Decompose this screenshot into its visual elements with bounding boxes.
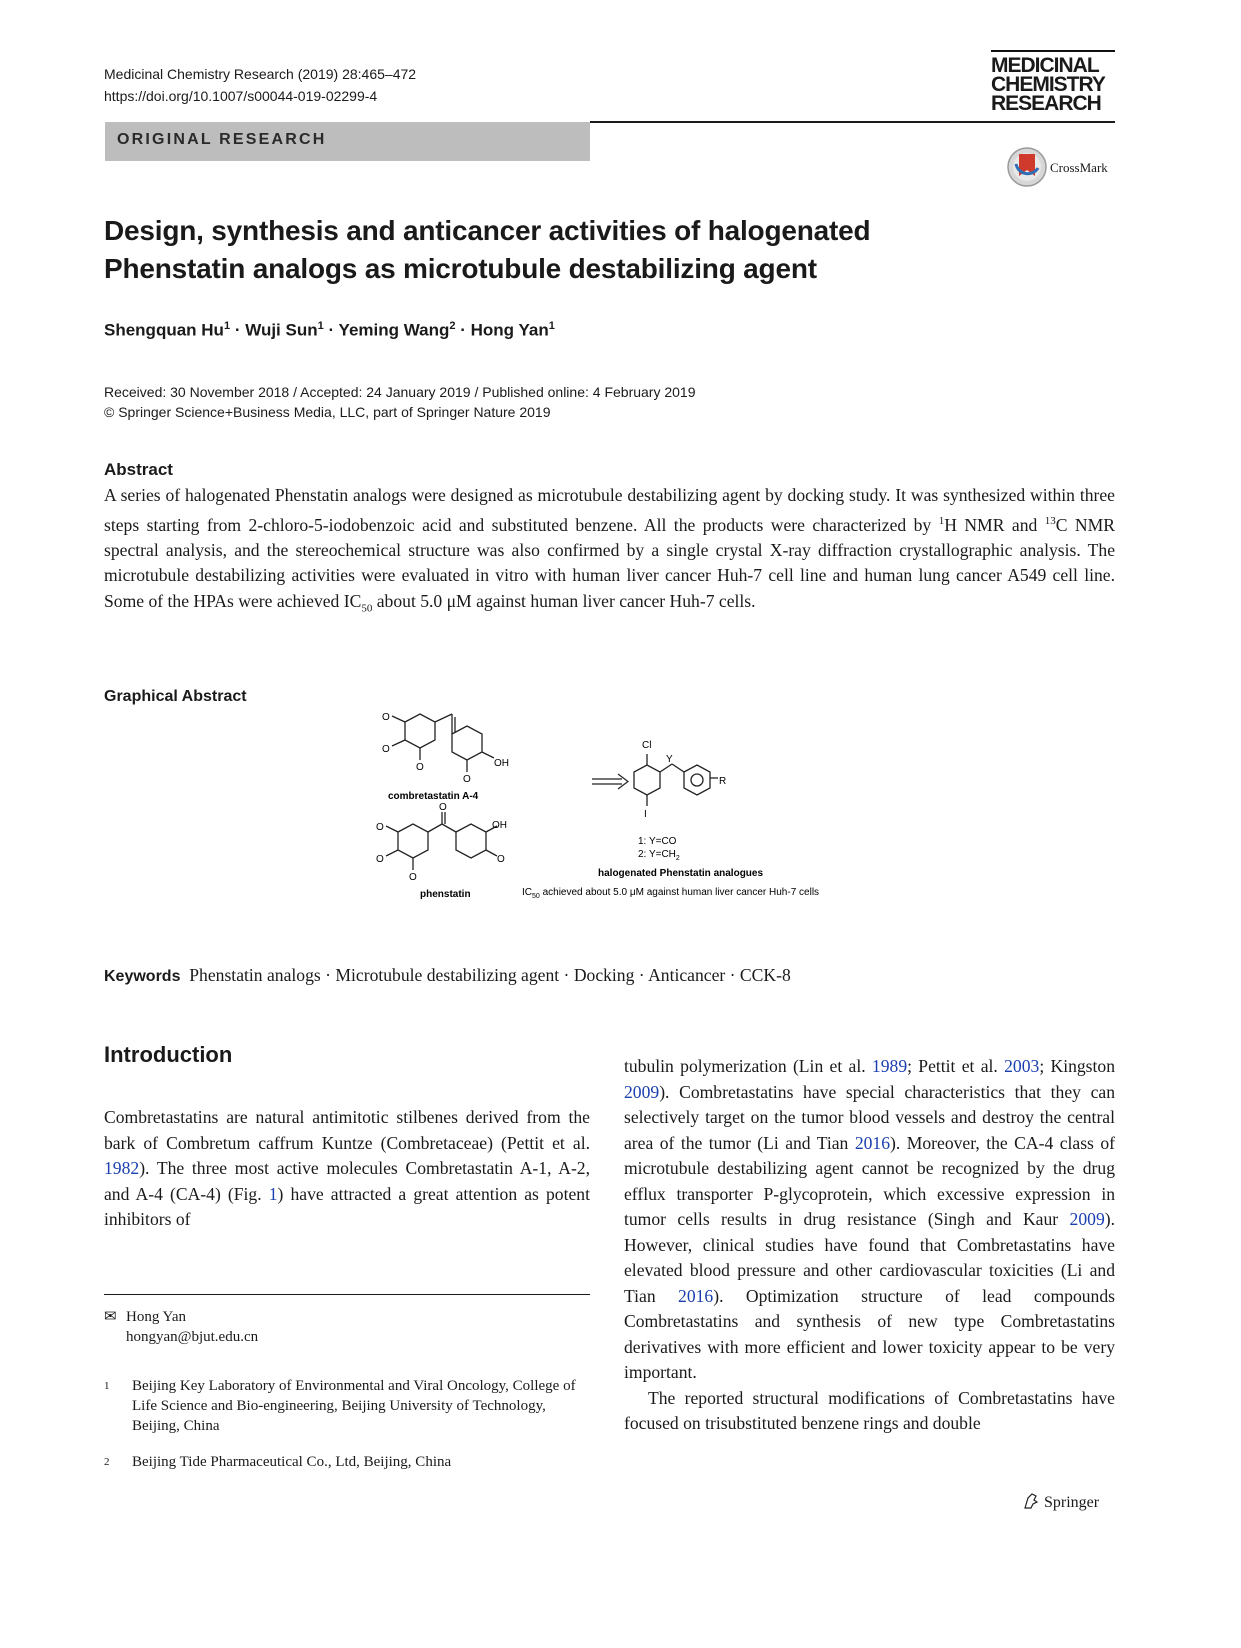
atom-label: O bbox=[463, 774, 471, 785]
halogenated-phenstatin-structure bbox=[634, 754, 718, 806]
atom-label: O bbox=[376, 822, 384, 833]
affiliation-2 bbox=[104, 1452, 590, 1476]
atom-label: Cl bbox=[642, 740, 652, 751]
text-segment: ) have attracted a great attention as potent inhibitors of bbox=[104, 1183, 590, 1229]
journal-logo bbox=[991, 50, 1115, 113]
section-band bbox=[105, 122, 590, 161]
article-title bbox=[104, 212, 1004, 288]
footnote-rule bbox=[104, 1294, 590, 1295]
author-name[interactable]: Yeming Wang bbox=[338, 320, 450, 340]
atom-label: OH bbox=[494, 758, 509, 769]
atom-label: O bbox=[376, 854, 384, 865]
atom-label: O bbox=[439, 802, 447, 813]
corresponding-author bbox=[104, 1307, 590, 1347]
intro-paragraph: The reported structural modifications of Combretastatins have focused on trisubstituted benzene rings and double bbox=[624, 1387, 1115, 1433]
keyword[interactable]: Microtubule destabilizing agent bbox=[335, 965, 560, 985]
header-rule bbox=[590, 121, 1115, 123]
contact-email[interactable]: hongyan@bjut.edu.cn bbox=[126, 1329, 259, 1345]
keyword[interactable]: Anticancer bbox=[648, 965, 726, 985]
atom-label: O bbox=[416, 762, 424, 773]
text-segment: ). The three most active molecules Combretastatin A-1, A-2, and A-4 (CA-4) (Fig. bbox=[104, 1158, 590, 1204]
abstract-segment: A series of halogenated Phenstatin analogs were designed as microtubule destabilizing agent by docking study. It was synthesized within three steps starting from 2-chloro-5-iodobenzoic acid and substituted benzene. All the products were characterized by bbox=[104, 485, 1115, 535]
atom-label: I bbox=[644, 809, 647, 820]
keywords-label: Keywords bbox=[104, 968, 181, 985]
superscript: 1 bbox=[938, 514, 945, 527]
title-line-1: Design, synthesis and anticancer activities of halogenated bbox=[104, 215, 871, 246]
publisher-name: Springer bbox=[1044, 1494, 1100, 1511]
arrow-icon bbox=[592, 774, 628, 789]
publisher-logo bbox=[1022, 1492, 1099, 1512]
copyright-line: © Springer Science+Business Media, LLC, part of Springer Nature 2019 bbox=[104, 404, 551, 420]
text-segment: tubulin polymerization (Lin et al. bbox=[624, 1056, 872, 1076]
author-separator: · bbox=[234, 320, 246, 340]
superscript: 13 bbox=[1044, 514, 1056, 527]
option-label: 2: $Y=CH_2$ bbox=[638, 849, 680, 862]
atom-label: O bbox=[382, 712, 390, 723]
text-segment: ). Combretastatins have special characteristics that they can selectively target on the tumor blood vessels and destroy the central area of the tumor (Li and Tian bbox=[624, 1081, 1115, 1153]
citation-link[interactable]: 2016 bbox=[854, 1132, 890, 1153]
intro-paragraph bbox=[624, 1054, 1115, 1386]
text-segment: ). Moreover, the CA-4 class of microtubule destabilizing agent cannot be recognized by the drug efflux transporter P-glycoprotein, which excessive expression in tumor cells results in drug resistance (Singh and Kaur bbox=[624, 1132, 1116, 1229]
abstract-heading: Abstract bbox=[104, 460, 173, 479]
section-label: ORIGINAL RESEARCH bbox=[117, 131, 327, 148]
atom-label: Y bbox=[666, 754, 673, 765]
crossmark-badge[interactable] bbox=[1006, 146, 1126, 188]
subscript: 50 bbox=[361, 602, 373, 615]
abstract-text bbox=[104, 483, 1115, 622]
atom-label: O bbox=[382, 744, 390, 755]
citation-link[interactable]: 1982 bbox=[104, 1158, 140, 1178]
logo-line-3: RESEARCH bbox=[991, 92, 1101, 115]
citation-link[interactable]: 1989 bbox=[871, 1056, 908, 1076]
abstract-segment: about 5.0 μM against human liver cancer Huh-7 cells. bbox=[372, 590, 756, 611]
figure-link[interactable]: 1 bbox=[268, 1183, 278, 1204]
author-affiliation: 1 bbox=[317, 320, 324, 332]
contact-name: Hong Yan bbox=[126, 1309, 187, 1325]
abstract-segment: C NMR spectral analysis, and the stereochemical structure was also confirmed by a single crystal X-ray diffraction crystallographic analysis. The microtubule destabilizing activities were evaluated in vitro with human liver cancer Huh-7 cell line and human lung cancer A549 cell line. Some of the HPAs were achieved IC bbox=[104, 514, 1116, 611]
keyword[interactable]: Phenstatin analogs bbox=[189, 965, 321, 985]
product-label: halogenated Phenstatin analogues bbox=[598, 868, 764, 879]
ic50-caption: $IC_{50}$ achieved about 5.0 μM against human liver cancer Huh-7 cells bbox=[522, 887, 820, 900]
author-affiliation: 1 bbox=[548, 320, 555, 332]
citation-link[interactable]: 2003 bbox=[1004, 1056, 1040, 1076]
logo-line-1: MEDICINAL bbox=[991, 54, 1099, 77]
text-segment: ). However, clinical studies have found that Combretastatins have elevated blood pressure and other cardiovascular toxicities (Li and Tian bbox=[624, 1209, 1115, 1306]
keyword[interactable]: CCK-8 bbox=[739, 965, 791, 985]
atom-label: OH bbox=[492, 820, 507, 831]
text-segment: Combretastatins are natural antimitotic stilbenes derived from the bark of Combretum caffrum Kuntze (Combretaceae) (Pettit et al. bbox=[104, 1107, 590, 1153]
crossmark-label: CrossMark bbox=[1050, 160, 1108, 175]
affiliation-text: Beijing Key Laboratory of Environmental and Viral Oncology, College of Life Science and Bio-engineering, Beijing University of Technology, Beijing, China bbox=[132, 1378, 576, 1434]
citation-link[interactable]: 2009 bbox=[1069, 1209, 1105, 1229]
atom-label: R bbox=[719, 776, 727, 787]
publication-dates bbox=[104, 382, 696, 422]
crossmark-icon bbox=[1006, 146, 1048, 188]
phenstatin-structure bbox=[386, 812, 497, 870]
logo-line-2: CHEMISTRY bbox=[991, 73, 1105, 96]
affiliation-number: 1 bbox=[104, 1380, 110, 1392]
intro-right-column bbox=[624, 1054, 1115, 1437]
citation-link[interactable]: 2009 bbox=[624, 1081, 660, 1102]
intro-left-column bbox=[104, 1105, 590, 1233]
option-label: 1: Y=CO bbox=[638, 836, 677, 847]
text-segment: ; Kingston bbox=[1039, 1056, 1116, 1076]
citation-link[interactable]: 2016 bbox=[678, 1285, 714, 1306]
author-affiliation: 2 bbox=[449, 320, 456, 332]
abstract-segment: H NMR and bbox=[944, 514, 1045, 535]
text-segment: ; Pettit et al. bbox=[907, 1056, 1005, 1076]
journal-reference: Medicinal Chemistry Research (2019) 28:465–472 bbox=[104, 66, 417, 82]
author-name[interactable]: Wuji Sun bbox=[245, 320, 318, 340]
author-affiliation: 1 bbox=[223, 320, 231, 332]
author-separator: · bbox=[328, 320, 339, 340]
atom-label: O bbox=[497, 854, 505, 865]
affiliation-number: 2 bbox=[104, 1456, 110, 1468]
author-list bbox=[104, 320, 555, 341]
compound-label: phenstatin bbox=[420, 889, 471, 900]
text-segment: ). Optimization structure of lead compounds Combretastatins and synthesis of new type Combretastatins derivatives with more efficient and lower toxicity appear to be very important. bbox=[624, 1285, 1115, 1382]
graphical-abstract-heading: Graphical Abstract bbox=[104, 688, 247, 705]
graphical-abstract-figure bbox=[370, 712, 850, 927]
author-name[interactable]: Shengquan Hu bbox=[104, 320, 224, 340]
keyword[interactable]: Docking bbox=[573, 965, 635, 985]
introduction-heading: Introduction bbox=[104, 1042, 233, 1067]
springer-horse-icon bbox=[1022, 1492, 1040, 1510]
envelope-icon: ✉ bbox=[104, 1309, 117, 1325]
title-line-2: Phenstatin analogs as microtubule destabilizing agent bbox=[104, 253, 817, 284]
author-separator: · bbox=[460, 320, 471, 340]
dates-line: Received: 30 November 2018 / Accepted: 24 January 2019 / Published online: 4 February 2019 bbox=[104, 384, 696, 400]
atom-label: O bbox=[409, 872, 417, 883]
affiliation-1 bbox=[104, 1376, 590, 1440]
author-name[interactable]: Hong Yan bbox=[470, 320, 549, 340]
combretastatin-structure bbox=[392, 714, 494, 772]
compound-label: combretastatin A-4 bbox=[388, 791, 479, 802]
affiliation-text: Beijing Tide Pharmaceutical Co., Ltd, Beijing, China bbox=[132, 1454, 452, 1470]
keywords: Keywords Phenstatin analogs · Microtubule destabilizing agent · Docking · Anticancer · CCK-8 bbox=[104, 965, 791, 985]
doi-link[interactable]: https://doi.org/10.1007/s00044-019-02299-4 bbox=[104, 88, 378, 104]
